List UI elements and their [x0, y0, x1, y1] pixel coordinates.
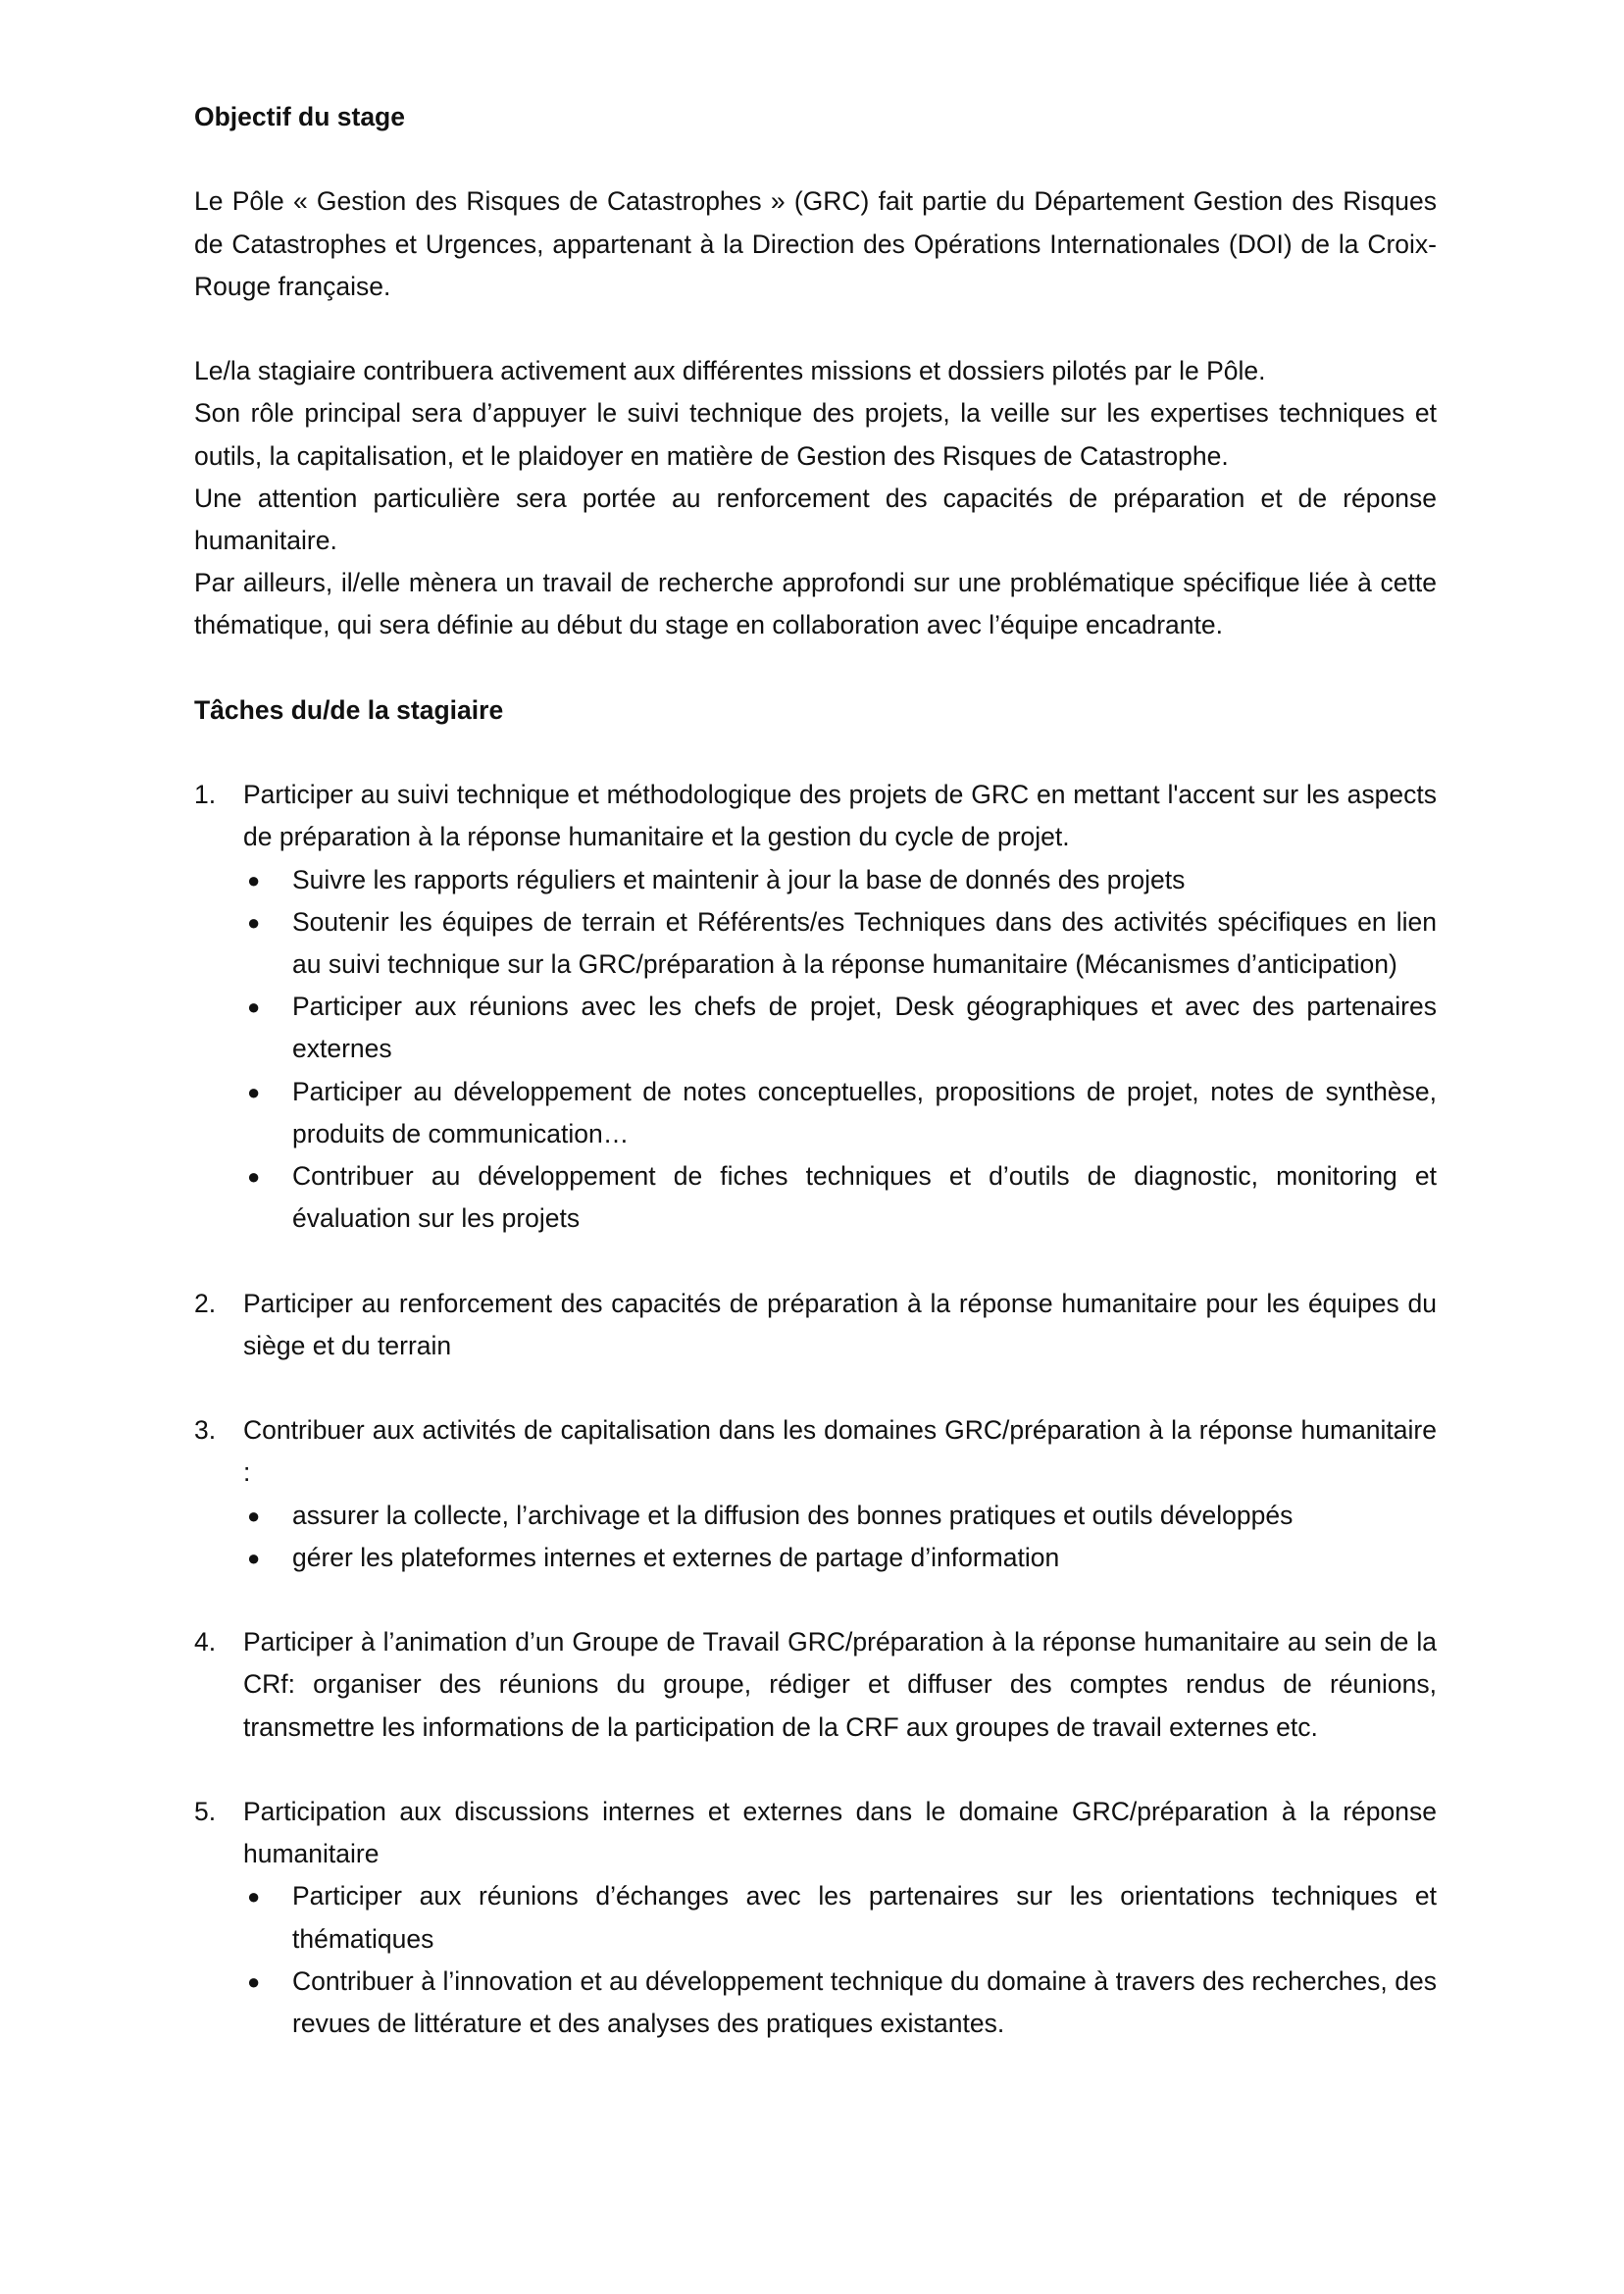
sub-item-text: Participer aux réunions avec les chefs de projet, Desk géographiques et avec des partenaires externes	[292, 992, 1437, 1064]
intro-paragraph: Le Pôle « Gestion des Risques de Catastrophes » (GRC) fait partie du Département Gestion des Risques de Catastrophes et Urgences, appartenant à la Direction des Opérations Internationales (DOI) de la Croix-Rouge française.	[194, 186, 1437, 301]
sub-item	[243, 901, 1437, 986]
spacer	[194, 138, 1437, 180]
sub-item-text: Participer au développement de notes conceptuelles, propositions de projet, notes de synthèse, produits de communication…	[292, 1076, 1437, 1148]
task-number: 3.	[194, 1415, 217, 1446]
sub-item-text: Contribuer au développement de fiches techniques et d’outils de diagnostic, monitoring et évaluation sur les projets	[292, 1161, 1437, 1234]
task-item-4	[194, 1621, 1437, 1749]
bullet-icon: ●	[247, 1164, 261, 1190]
spacer	[194, 647, 1437, 689]
bullet-icon: ●	[247, 1968, 261, 1994]
spacer	[194, 308, 1437, 350]
sub-item	[243, 859, 1437, 901]
role-paragraph: Le/la stagiaire contribuera activement aux différentes missions et dossiers pilotés par le Pôle.	[194, 356, 1266, 386]
task-subitems	[243, 1875, 1437, 2045]
bullet-icon: ●	[247, 1079, 261, 1104]
sub-item	[243, 1155, 1437, 1240]
task-item-1	[194, 774, 1437, 1240]
task-list	[194, 774, 1437, 2045]
bullet-icon: ●	[247, 1503, 261, 1528]
task-text: Participer à l’animation d’un Groupe de Travail GRC/préparation à la réponse humanitaire au sein de la CRf: organiser des réunions du groupe, rédiger et diffuser des comptes rendus de réunions, transmettre les informations de la participation de la CRF aux groupes de travail externes etc.	[243, 1627, 1437, 1742]
section-title-taches: Tâches du/de la stagiaire	[194, 694, 504, 725]
role-description	[194, 350, 1437, 646]
task-subitems	[243, 859, 1437, 1241]
spacer	[194, 732, 1437, 774]
task-item-3	[194, 1409, 1437, 1579]
task-item-2	[194, 1283, 1437, 1367]
bullet-icon: ●	[247, 1545, 261, 1570]
task-subitems	[243, 1495, 1437, 1579]
task-number: 1.	[194, 780, 217, 810]
task-text: Participer au suivi technique et méthodologique des projets de GRC en mettant l'accent sur les aspects de préparation à la réponse humanitaire et la gestion du cycle de projet.	[243, 780, 1437, 852]
sub-item	[243, 1961, 1437, 2045]
role-paragraph: Son rôle principal sera d’appuyer le suivi technique des projets, la veille sur les expertises techniques et outils, la capitalisation, et le plaidoyer en matière de Gestion des Risques de Catastrophe.	[194, 398, 1437, 471]
task-text: Participation aux discussions internes et externes dans le domaine GRC/préparation à la réponse humanitaire	[243, 1797, 1437, 1869]
task-text: Participer au renforcement des capacités de préparation à la réponse humanitaire pour les équipes du siège et du terrain	[243, 1288, 1437, 1360]
task-text: Contribuer aux activités de capitalisation dans les domaines GRC/préparation à la réponse humanitaire :	[243, 1415, 1437, 1488]
section-title-objectif: Objectif du stage	[194, 102, 405, 131]
sub-item-text: assurer la collecte, l’archivage et la diffusion des bonnes pratiques et outils développés	[292, 1500, 1294, 1530]
sub-item	[243, 1495, 1437, 1537]
bullet-icon: ●	[247, 909, 261, 935]
role-paragraph: Par ailleurs, il/elle mènera un travail de recherche approfondi sur une problématique spécifique liée à cette thématique, qui sera définie au début du stage en collaboration avec l’équipe encadrante.	[194, 568, 1437, 640]
sub-item	[243, 1537, 1437, 1579]
role-paragraph: Une attention particulière sera portée au renforcement des capacités de préparation et de réponse humanitaire.	[194, 483, 1437, 555]
sub-item	[243, 1875, 1437, 1960]
bullet-icon: ●	[247, 994, 261, 1020]
bullet-icon: ●	[247, 867, 261, 892]
sub-item-text: Soutenir les équipes de terrain et Référents/es Techniques dans des activités spécifiques en lien au suivi technique sur la GRC/préparation à la réponse humanitaire (Mécanismes d’anticipation)	[292, 906, 1437, 979]
sub-item-text: gérer les plateformes internes et externes de partage d’information	[292, 1542, 1060, 1572]
task-number: 4.	[194, 1627, 217, 1657]
sub-item	[243, 986, 1437, 1070]
sub-item-text: Suivre les rapports réguliers et maintenir à jour la base de donnés des projets	[292, 864, 1186, 894]
task-item-5	[194, 1791, 1437, 2045]
sub-item-text: Participer aux réunions d’échanges avec les partenaires sur les orientations techniques et thématiques	[292, 1881, 1437, 1954]
sub-item	[243, 1071, 1437, 1155]
task-number: 5.	[194, 1797, 217, 1826]
bullet-icon: ●	[247, 1884, 261, 1910]
sub-item-text: Contribuer à l’innovation et au développement technique du domaine à travers des recherches, des revues de littérature et des analyses des pratiques existantes.	[292, 1965, 1437, 2039]
document-content	[194, 96, 1437, 2045]
task-number: 2.	[194, 1288, 217, 1318]
